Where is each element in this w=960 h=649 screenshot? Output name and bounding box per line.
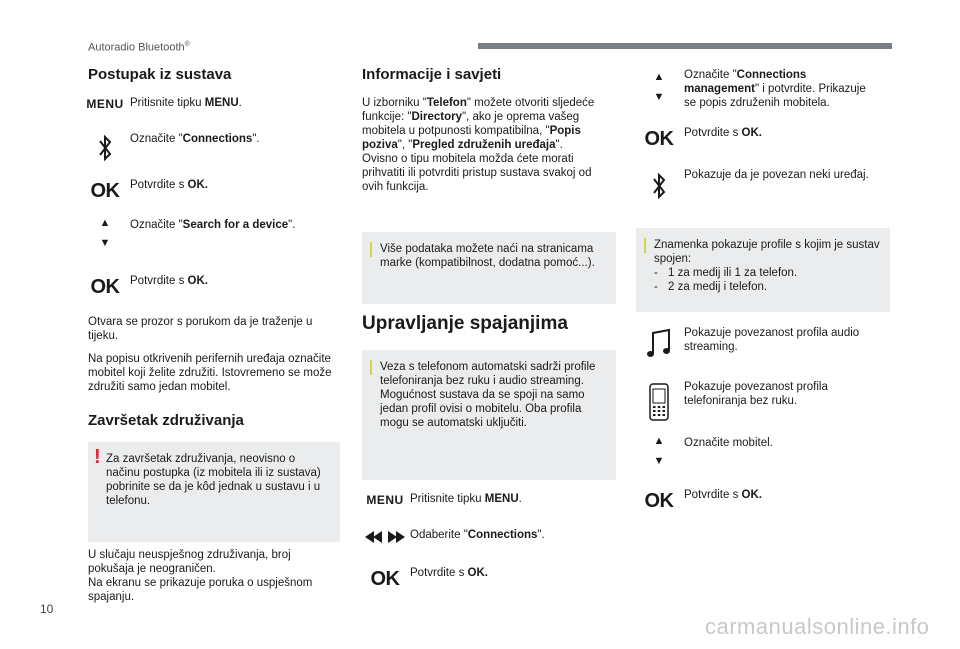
section-heading-zavrsetak: Završetak združivanja <box>88 412 244 429</box>
menu-key-icon: MENU <box>86 97 124 111</box>
text-run: ", ako je oprema vašeg mobitela u potpunosti kompatibilna, " <box>362 111 580 137</box>
paragraph-searching: Otvara se prozor s porukom da je traženje u tijeku. <box>88 316 313 342</box>
step-select-connections <box>360 528 610 546</box>
note-list-item: - 1 za medij ili 1 za telefon. <box>654 267 798 279</box>
info-note-box <box>362 232 616 304</box>
note-intro: Znamenka pokazuje profile s kojim je sustav spojen: <box>654 239 880 265</box>
ok-key-icon: OK <box>90 180 120 202</box>
bluetooth-icon <box>98 134 112 162</box>
ok-key-icon: OK <box>90 276 120 298</box>
phone-icon <box>648 382 670 422</box>
step-handsfree-profile <box>634 380 880 424</box>
info-note-box-3 <box>636 228 890 312</box>
step-confirm-ok-4 <box>634 126 884 152</box>
warning-box <box>88 442 340 542</box>
menu-term: Popis poziva <box>362 125 581 151</box>
info-note-box-2 <box>362 350 616 480</box>
step-search-device <box>80 218 330 248</box>
info-note-text: Više podataka možete naći na stranicama marke (kompatibilnost, dodatna pomoć...). <box>380 243 595 269</box>
step-text: Odaberite "Connections". <box>410 529 545 541</box>
step-select-phone <box>634 436 884 466</box>
step-text: Označite mobitel. <box>684 437 773 449</box>
step-text: Potvrdite s OK. <box>684 127 762 139</box>
music-note-icon <box>646 328 672 360</box>
warning-icon: ! <box>94 446 101 468</box>
step-connections-management <box>634 68 880 110</box>
ok-key-icon: OK <box>644 490 674 512</box>
step-confirm-ok-3 <box>360 566 610 592</box>
menu-term: Pregled združenih uređaja <box>412 139 556 151</box>
step-confirm-ok <box>80 178 330 204</box>
running-header: Autoradio Bluetooth® <box>88 41 190 54</box>
section-heading-postupak: Postupak iz sustava <box>88 66 232 83</box>
menu-key-icon: MENU <box>366 493 404 507</box>
step-text: Označite "Connections". <box>130 133 260 145</box>
step-text: Pritisnite tipku MENU. <box>130 97 242 109</box>
step-text: Potvrdite s OK. <box>684 489 762 501</box>
step-device-connected <box>634 168 884 204</box>
left-right-arrows-icon <box>363 529 407 545</box>
step-text: Označite "Search for a device". <box>130 219 296 231</box>
step-menu-2 <box>360 492 610 508</box>
paragraph-select-phone: Na popisu otkrivenih perifernih uređaja označite mobitel koji želite združiti. Istovremeno se može združiti samo jedan mobitel. <box>88 353 332 393</box>
info-marker <box>370 360 372 375</box>
warning-text: Za završetak združivanja, neovisno o načinu postupka (iz mobitela ili iz sustava) pobrinite se da je kôd jednak u sustavu i u telefonu. <box>106 453 321 507</box>
step-text: Potvrdite s OK. <box>410 567 488 579</box>
step-audio-profile <box>634 326 880 362</box>
step-text: Pritisnite tipku MENU. <box>410 493 522 505</box>
step-menu <box>80 96 330 112</box>
text-run: U izborniku " <box>362 97 427 109</box>
info-marker <box>644 238 646 253</box>
up-down-arrows-icon: ▲ ▼ <box>653 71 665 103</box>
step-text: Potvrdite s OK. <box>130 275 208 287</box>
step-text: Potvrdite s OK. <box>130 179 208 191</box>
step-connections <box>80 130 330 166</box>
bluetooth-icon <box>652 172 666 200</box>
step-text: Pokazuje da je povezan neki uređaj. <box>684 169 869 181</box>
step-text: Pokazuje povezanost profila audio streaming. <box>684 327 860 353</box>
step-confirm-ok-2 <box>80 274 330 300</box>
step-text: Pokazuje povezanost profila telefoniranja bez ruku. <box>684 381 828 407</box>
text-run: " možete otvoriti sljedeće funkcije: " <box>362 97 595 123</box>
info-note-text: Veza s telefonom automatski sadrži profile telefoniranja bez ruku i audio streaming. Mogućnost sustava da se spoji na samo jedan profil ovisi o mobitelu. Oba profila mogu se automatski uključiti. <box>380 361 596 429</box>
menu-term: Telefon <box>426 97 467 109</box>
watermark: carmanualsonline.info <box>705 614 930 639</box>
section-heading-informacije: Informacije i savjeti <box>362 66 502 83</box>
paragraph-attempts: U slučaju neuspješnog združivanja, broj pokušaja je neograničen. Na ekranu se prikazuje poruka o uspješnom spajanju. <box>88 549 313 603</box>
section-heading-upravljanje: Upravljanje spajanjima <box>362 313 568 334</box>
step-confirm-ok-5 <box>634 488 884 514</box>
text-run: ", " <box>397 139 413 151</box>
paragraph-phone-menu: U izborniku "Telefon" možete otvoriti sljedeće funkcije: "Directory", ako je oprema vašeg mobitela u potpunosti kompatibilna, "Popis poziva", "Pregled združenih uređaja". Ovisno o tipu mobitela možda ćete morati prihvatiti ili potvrditi pristup sustava svakoj od ovih funkcija. <box>362 97 595 193</box>
info-marker <box>370 242 372 257</box>
page-number: 10 <box>40 602 54 616</box>
menu-term: Directory <box>411 111 462 123</box>
ok-key-icon: OK <box>370 568 400 590</box>
up-down-arrows-icon: ▲ ▼ <box>99 217 111 249</box>
ok-key-icon: OK <box>644 128 674 150</box>
up-down-arrows-icon: ▲ ▼ <box>653 435 665 467</box>
header-bar <box>478 43 892 49</box>
text-run: ". <box>555 139 563 151</box>
step-text: Označite "Connections management" i potvrdite. Prikazuje se popis združenih mobitela. <box>684 69 866 109</box>
note-list-item: - 2 za medij i telefon. <box>654 281 768 293</box>
